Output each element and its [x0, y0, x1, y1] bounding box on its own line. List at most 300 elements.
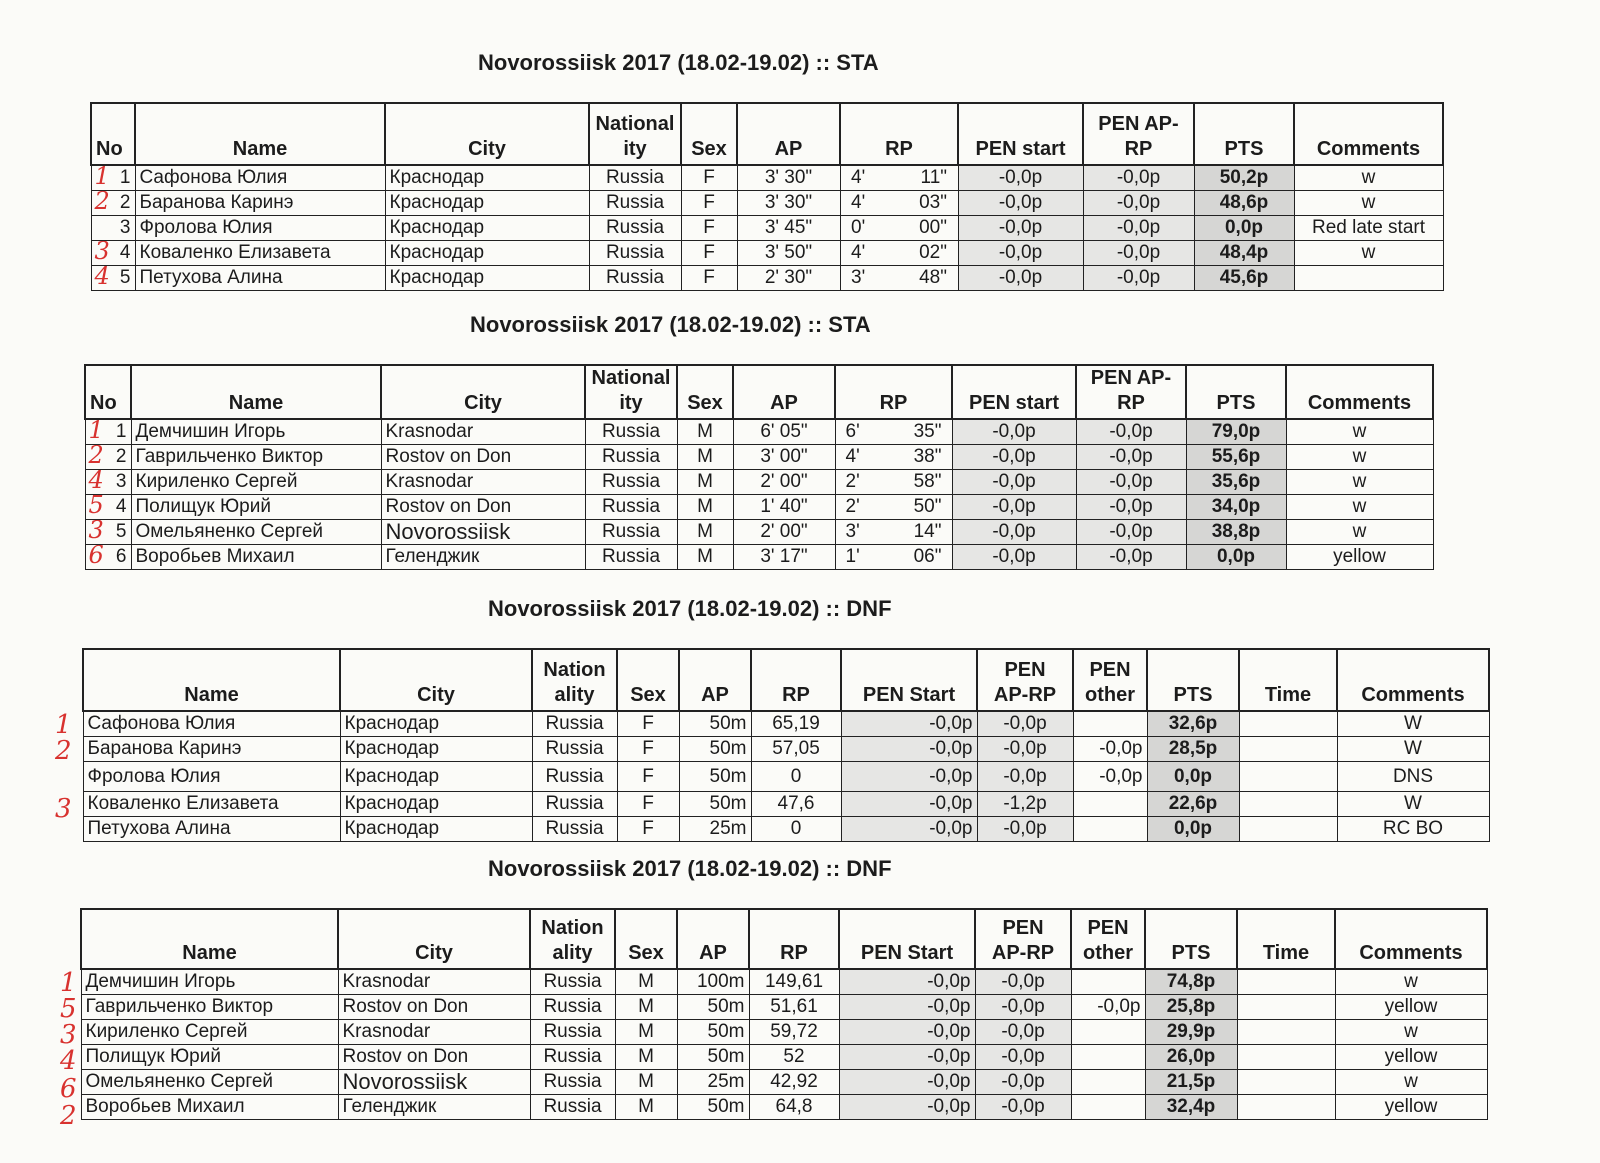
header-rp: RP [749, 909, 839, 969]
rp-minutes: 4' [851, 242, 866, 263]
pts-cell: 0,0p [1147, 817, 1239, 842]
rp-cell [840, 165, 958, 191]
rp-cell: 64,8 [749, 1095, 839, 1120]
rp-seconds: 38" [913, 446, 942, 467]
pts-cell: 55,6p [1186, 445, 1286, 470]
sex-cell: F [681, 216, 737, 241]
nationality-cell: Russia [532, 711, 617, 737]
comment-cell: yellow [1335, 1045, 1487, 1070]
ap-cell: 50m [677, 1020, 749, 1045]
rp-minutes: 6' [845, 421, 860, 442]
row-number [91, 165, 135, 191]
header-no: No [91, 103, 135, 165]
nationality-cell: Russia [530, 1045, 615, 1070]
pen-ap-rp-cell: -1,2p [977, 792, 1073, 817]
sex-cell: M [615, 1020, 677, 1045]
pen-other-cell: -0,0p [1073, 737, 1147, 762]
handwritten-place-mark: 4 [60, 1046, 77, 1076]
header-rp: RP [835, 365, 952, 419]
comment-cell: w [1294, 165, 1443, 191]
handwritten-place-mark: 4 [88, 469, 104, 494]
pen-other-cell [1071, 969, 1145, 995]
header-sex: Sex [677, 365, 733, 419]
pen-other-cell: -0,0p [1073, 762, 1147, 792]
sex-cell: F [681, 266, 737, 291]
header-pen-ap-rp: PEN AP- RP [1076, 365, 1186, 419]
city-cell: Krasnodar [381, 419, 585, 445]
name-cell: Воробьев Михаил [81, 1095, 338, 1120]
header-pen-start: PEN start [958, 103, 1083, 165]
comment-cell: RC BO [1337, 817, 1489, 842]
header-pen-other: PEN other [1071, 909, 1145, 969]
nationality-cell: Russia [532, 737, 617, 762]
header-city: City [385, 103, 589, 165]
header-rp: RP [840, 103, 958, 165]
pen-ap-rp-cell: -0,0p [1083, 165, 1194, 191]
city-cell: Rostov on Don [381, 445, 585, 470]
comment-cell: W [1337, 737, 1489, 762]
comment-cell: w [1335, 1070, 1487, 1095]
nationality-cell: Russia [585, 470, 677, 495]
sex-cell: M [615, 1070, 677, 1095]
header-pen-ap-rp: PEN AP-RP [977, 649, 1073, 711]
ap-cell: 2' 30" [737, 266, 840, 291]
nationality-cell: Russia [585, 445, 677, 470]
table-row [81, 969, 1487, 995]
header-comments: Comments [1337, 649, 1489, 711]
pts-cell: 0,0p [1194, 216, 1294, 241]
table-row [83, 711, 1489, 737]
name-cell: Полищук Юрий [131, 495, 381, 520]
time-cell [1237, 969, 1335, 995]
table-row [85, 445, 1433, 470]
header-nationality: National ity [585, 365, 677, 419]
no-cell: 4 [119, 242, 131, 263]
header-ap: AP [737, 103, 840, 165]
city-cell: Краснодар [340, 737, 532, 762]
pen-start-cell: -0,0p [841, 737, 977, 762]
pen-start-cell: -0,0p [839, 1070, 975, 1095]
row-number [85, 470, 131, 495]
handwritten-place-mark: 3 [60, 1020, 77, 1050]
pts-cell: 50,2p [1194, 165, 1294, 191]
rp-minutes: 3' [845, 521, 860, 542]
comment-cell: w [1286, 445, 1433, 470]
pen-ap-rp-cell: -0,0p [975, 995, 1071, 1020]
header-time: Time [1237, 909, 1335, 969]
name-cell: Гаврильченко Виктор [131, 445, 381, 470]
name-cell: Кириленко Сергей [131, 470, 381, 495]
pen-start-cell: -0,0p [952, 419, 1076, 445]
header-nationality: National ity [589, 103, 681, 165]
nationality-cell: Russia [530, 1020, 615, 1045]
header-name: Name [81, 909, 338, 969]
table-row [85, 545, 1433, 570]
row-number [85, 520, 131, 545]
time-cell [1237, 1070, 1335, 1095]
no-cell: 5 [115, 521, 127, 542]
pen-ap-rp-cell: -0,0p [975, 1095, 1071, 1120]
pen-ap-rp-cell: -0,0p [1076, 495, 1186, 520]
header-ap: AP [679, 649, 751, 711]
header-comments: Comments [1335, 909, 1487, 969]
rp-seconds: 02" [919, 242, 947, 263]
pen-ap-rp-cell: -0,0p [1076, 419, 1186, 445]
rp-cell [835, 445, 952, 470]
handwritten-place-mark: 1 [60, 968, 77, 998]
table-row [81, 1095, 1487, 1120]
ap-cell: 3' 30" [737, 165, 840, 191]
rp-cell [835, 520, 952, 545]
time-cell [1237, 995, 1335, 1020]
table-row [91, 241, 1443, 266]
header-rp: RP [751, 649, 841, 711]
sex-cell: M [677, 495, 733, 520]
table-row [81, 1020, 1487, 1045]
pen-ap-rp-cell: -0,0p [1083, 241, 1194, 266]
city-cell: Rostov on Don [381, 495, 585, 520]
nationality-cell: Russia [589, 266, 681, 291]
pen-start-cell: -0,0p [952, 470, 1076, 495]
pts-cell: 79,0p [1186, 419, 1286, 445]
rp-seconds: 58" [913, 471, 942, 492]
rp-cell [835, 495, 952, 520]
name-cell: Баранова Каринэ [135, 191, 385, 216]
table-row [85, 495, 1433, 520]
rp-cell [840, 241, 958, 266]
city-cell: Краснодар [385, 266, 589, 291]
sta-men-table [84, 364, 1434, 570]
handwritten-place-mark: 2 [60, 1101, 77, 1131]
sex-cell: M [615, 1095, 677, 1120]
pen-other-cell [1073, 817, 1147, 842]
comment-cell: DNS [1337, 762, 1489, 792]
pen-start-cell: -0,0p [952, 545, 1076, 570]
pen-start-cell: -0,0p [839, 969, 975, 995]
time-cell [1239, 737, 1337, 762]
pen-start-cell: -0,0p [839, 1045, 975, 1070]
section-title-sta-men: Novorossiisk 2017 (18.02-19.02) :: STA [470, 312, 871, 337]
pen-start-cell: -0,0p [952, 520, 1076, 545]
rp-seconds: 14" [913, 521, 942, 542]
city-cell: Rostov on Don [338, 995, 530, 1020]
comment-cell: w [1286, 495, 1433, 520]
city-cell: Краснодар [385, 165, 589, 191]
pen-ap-rp-cell: -0,0p [1076, 445, 1186, 470]
table-row [81, 995, 1487, 1020]
rp-cell: 42,92 [749, 1070, 839, 1095]
ap-cell: 1' 40" [733, 495, 835, 520]
header-nationality: Nation ality [530, 909, 615, 969]
pen-start-cell: -0,0p [841, 817, 977, 842]
header-pen-start: PEN Start [839, 909, 975, 969]
dnf-men-table [80, 908, 1488, 1120]
pts-cell: 32,4p [1145, 1095, 1237, 1120]
pen-ap-rp-cell: -0,0p [1083, 266, 1194, 291]
pts-cell: 22,6p [1147, 792, 1239, 817]
dnf-women-table [82, 648, 1490, 842]
header-comments: Comments [1294, 103, 1443, 165]
name-cell: Фролова Юлия [135, 216, 385, 241]
handwritten-place-mark: 2 [55, 736, 72, 766]
sex-cell: M [615, 995, 677, 1020]
pen-other-cell [1071, 1095, 1145, 1120]
pen-start-cell: -0,0p [958, 165, 1083, 191]
time-cell [1239, 762, 1337, 792]
comment-cell: w [1286, 419, 1433, 445]
header-pen-ap-rp: PEN AP- RP [1083, 103, 1194, 165]
rp-minutes: 4' [851, 167, 866, 188]
pts-cell: 45,6p [1194, 266, 1294, 291]
handwritten-place-mark: 2 [88, 444, 104, 469]
rp-cell [835, 419, 952, 445]
handwritten-place-mark: 5 [60, 994, 77, 1024]
table-row [85, 520, 1433, 545]
time-cell [1239, 711, 1337, 737]
comment-cell: w [1294, 191, 1443, 216]
section-title-dnf-women: Novorossiisk 2017 (18.02-19.02) :: DNF [488, 596, 892, 621]
pts-cell: 0,0p [1147, 762, 1239, 792]
nationality-cell: Russia [585, 545, 677, 570]
no-cell: 2 [119, 192, 131, 213]
ap-cell: 3' 17" [733, 545, 835, 570]
name-cell: Петухова Алина [83, 817, 340, 842]
ap-cell: 25m [679, 817, 751, 842]
ap-cell: 50m [677, 1045, 749, 1070]
rp-seconds: 06" [913, 546, 942, 567]
sex-cell: M [677, 545, 733, 570]
name-cell: Баранова Каринэ [83, 737, 340, 762]
sex-cell: F [617, 737, 679, 762]
nationality-cell: Russia [585, 419, 677, 445]
pts-cell: 38,8p [1186, 520, 1286, 545]
pts-cell: 29,9p [1145, 1020, 1237, 1045]
sex-cell: F [617, 792, 679, 817]
header-sex: Sex [615, 909, 677, 969]
row-number [85, 545, 131, 570]
handwritten-place-mark: 3 [94, 240, 110, 265]
rp-seconds: 35" [913, 421, 942, 442]
city-cell: Krasnodar [338, 1020, 530, 1045]
pen-start-cell: -0,0p [839, 1020, 975, 1045]
name-cell: Сафонова Юлия [135, 165, 385, 191]
name-cell: Петухова Алина [135, 266, 385, 291]
row-number [85, 419, 131, 445]
rp-minutes: 0' [851, 217, 866, 238]
sex-cell: M [677, 520, 733, 545]
nationality-cell: Russia [532, 817, 617, 842]
comment-cell: yellow [1335, 995, 1487, 1020]
no-cell: 6 [115, 546, 127, 567]
pen-other-cell: -0,0p [1071, 995, 1145, 1020]
handwritten-place-mark: 6 [88, 544, 104, 569]
rp-cell: 0 [751, 762, 841, 792]
comment-cell: yellow [1286, 545, 1433, 570]
handwritten-place-mark: 3 [88, 519, 104, 544]
name-cell: Омельяненко Сергей [81, 1070, 338, 1095]
ap-cell: 3' 00" [733, 445, 835, 470]
header-pts: PTS [1194, 103, 1294, 165]
rp-cell: 47,6 [751, 792, 841, 817]
table-row [91, 216, 1443, 241]
name-cell: Сафонова Юлия [83, 711, 340, 737]
comment-cell: w [1286, 470, 1433, 495]
rp-cell: 0 [751, 817, 841, 842]
rp-cell: 65,19 [751, 711, 841, 737]
row-number [85, 495, 131, 520]
nationality-cell: Russia [589, 216, 681, 241]
pen-ap-rp-cell: -0,0p [1083, 216, 1194, 241]
pen-start-cell: -0,0p [958, 191, 1083, 216]
nationality-cell: Russia [532, 762, 617, 792]
city-cell: Rostov on Don [338, 1045, 530, 1070]
city-cell: Краснодар [340, 792, 532, 817]
pen-ap-rp-cell: -0,0p [1083, 191, 1194, 216]
rp-cell: 52 [749, 1045, 839, 1070]
comment-cell: w [1294, 241, 1443, 266]
pen-ap-rp-cell: -0,0p [977, 817, 1073, 842]
name-cell: Воробьев Михаил [131, 545, 381, 570]
comment-cell: W [1337, 711, 1489, 737]
header-name: Name [135, 103, 385, 165]
sex-cell: M [615, 1045, 677, 1070]
header-sex: Sex [681, 103, 737, 165]
sex-cell: F [617, 817, 679, 842]
header-pts: PTS [1147, 649, 1239, 711]
pen-start-cell: -0,0p [841, 792, 977, 817]
rp-cell [840, 266, 958, 291]
rp-seconds: 11" [920, 167, 947, 188]
comment-cell: w [1335, 969, 1487, 995]
pts-cell: 26,0p [1145, 1045, 1237, 1070]
sex-cell: M [677, 445, 733, 470]
rp-cell [835, 545, 952, 570]
sex-cell: M [677, 470, 733, 495]
ap-cell: 3' 50" [737, 241, 840, 266]
city-cell: Krasnodar [381, 470, 585, 495]
pts-cell: 48,6p [1194, 191, 1294, 216]
nationality-cell: Russia [585, 520, 677, 545]
pen-other-cell [1071, 1070, 1145, 1095]
pen-other-cell [1071, 1020, 1145, 1045]
pen-start-cell: -0,0p [841, 711, 977, 737]
no-cell: 3 [119, 217, 131, 238]
ap-cell: 50m [677, 995, 749, 1020]
row-number [91, 191, 135, 216]
comment-cell: W [1337, 792, 1489, 817]
sex-cell: F [681, 165, 737, 191]
header-pen-start: PEN start [952, 365, 1076, 419]
pen-ap-rp-cell: -0,0p [1076, 470, 1186, 495]
nationality-cell: Russia [589, 241, 681, 266]
pen-other-cell [1073, 711, 1147, 737]
name-cell: Демчишин Игорь [81, 969, 338, 995]
ap-cell: 50m [677, 1095, 749, 1120]
header-nationality: Nation ality [532, 649, 617, 711]
ap-cell: 2' 00" [733, 470, 835, 495]
pts-cell: 48,4p [1194, 241, 1294, 266]
no-cell: 2 [115, 446, 127, 467]
pen-start-cell: -0,0p [841, 762, 977, 792]
table-row [83, 737, 1489, 762]
name-cell: Демчишин Игорь [131, 419, 381, 445]
rp-seconds: 50" [913, 496, 942, 517]
no-cell: 3 [115, 471, 127, 492]
pts-cell: 28,5p [1147, 737, 1239, 762]
time-cell [1239, 817, 1337, 842]
pen-ap-rp-cell: -0,0p [977, 762, 1073, 792]
handwritten-place-mark: 3 [55, 794, 72, 824]
table-row [91, 165, 1443, 191]
handwritten-place-mark: 1 [88, 419, 104, 444]
handwritten-place-mark: 1 [55, 710, 72, 740]
pen-start-cell: -0,0p [952, 445, 1076, 470]
time-cell [1237, 1020, 1335, 1045]
header-pts: PTS [1145, 909, 1237, 969]
nationality-cell: Russia [530, 1070, 615, 1095]
nationality-cell: Russia [589, 165, 681, 191]
row-number [91, 241, 135, 266]
nationality-cell: Russia [589, 191, 681, 216]
ap-cell: 50m [679, 792, 751, 817]
row-number [85, 445, 131, 470]
time-cell [1237, 1095, 1335, 1120]
sex-cell: M [677, 419, 733, 445]
pen-start-cell: -0,0p [839, 1095, 975, 1120]
city-cell: Геленджик [338, 1095, 530, 1120]
rp-cell [840, 191, 958, 216]
pen-ap-rp-cell: -0,0p [975, 1045, 1071, 1070]
rp-minutes: 3' [851, 267, 866, 288]
header-comments: Comments [1286, 365, 1433, 419]
pen-ap-rp-cell: -0,0p [975, 969, 1071, 995]
ap-cell: 100m [677, 969, 749, 995]
pen-ap-rp-cell: -0,0p [1076, 545, 1186, 570]
rp-minutes: 4' [845, 446, 860, 467]
city-cell: Геленджик [381, 545, 585, 570]
header-name: Name [131, 365, 381, 419]
section-title-sta-women: Novorossiisk 2017 (18.02-19.02) :: STA [478, 50, 879, 75]
handwritten-place-mark: 6 [60, 1074, 77, 1104]
comment-cell: Red late start [1294, 216, 1443, 241]
header-name: Name [83, 649, 340, 711]
header-city: City [381, 365, 585, 419]
table-row [91, 191, 1443, 216]
ap-cell: 50m [679, 737, 751, 762]
ap-cell: 2' 00" [733, 520, 835, 545]
pts-cell: 35,6p [1186, 470, 1286, 495]
ap-cell: 6' 05" [733, 419, 835, 445]
handwritten-place-mark: 5 [88, 494, 104, 519]
name-cell: Коваленко Елизавета [83, 792, 340, 817]
table-row [85, 419, 1433, 445]
nationality-cell: Russia [585, 495, 677, 520]
header-ap: AP [677, 909, 749, 969]
name-cell: Омельяненко Сергей [131, 520, 381, 545]
header-pen-ap-rp: PEN AP-RP [975, 909, 1071, 969]
sex-cell: M [615, 969, 677, 995]
pen-ap-rp-cell: -0,0p [975, 1070, 1071, 1095]
rp-minutes: 2' [845, 496, 860, 517]
rp-seconds: 03" [919, 192, 947, 213]
name-cell: Коваленко Елизавета [135, 241, 385, 266]
comment-cell: w [1286, 520, 1433, 545]
no-cell: 4 [115, 496, 127, 517]
rp-cell: 59,72 [749, 1020, 839, 1045]
header-time: Time [1239, 649, 1337, 711]
sex-cell: F [617, 762, 679, 792]
rp-cell [840, 216, 958, 241]
